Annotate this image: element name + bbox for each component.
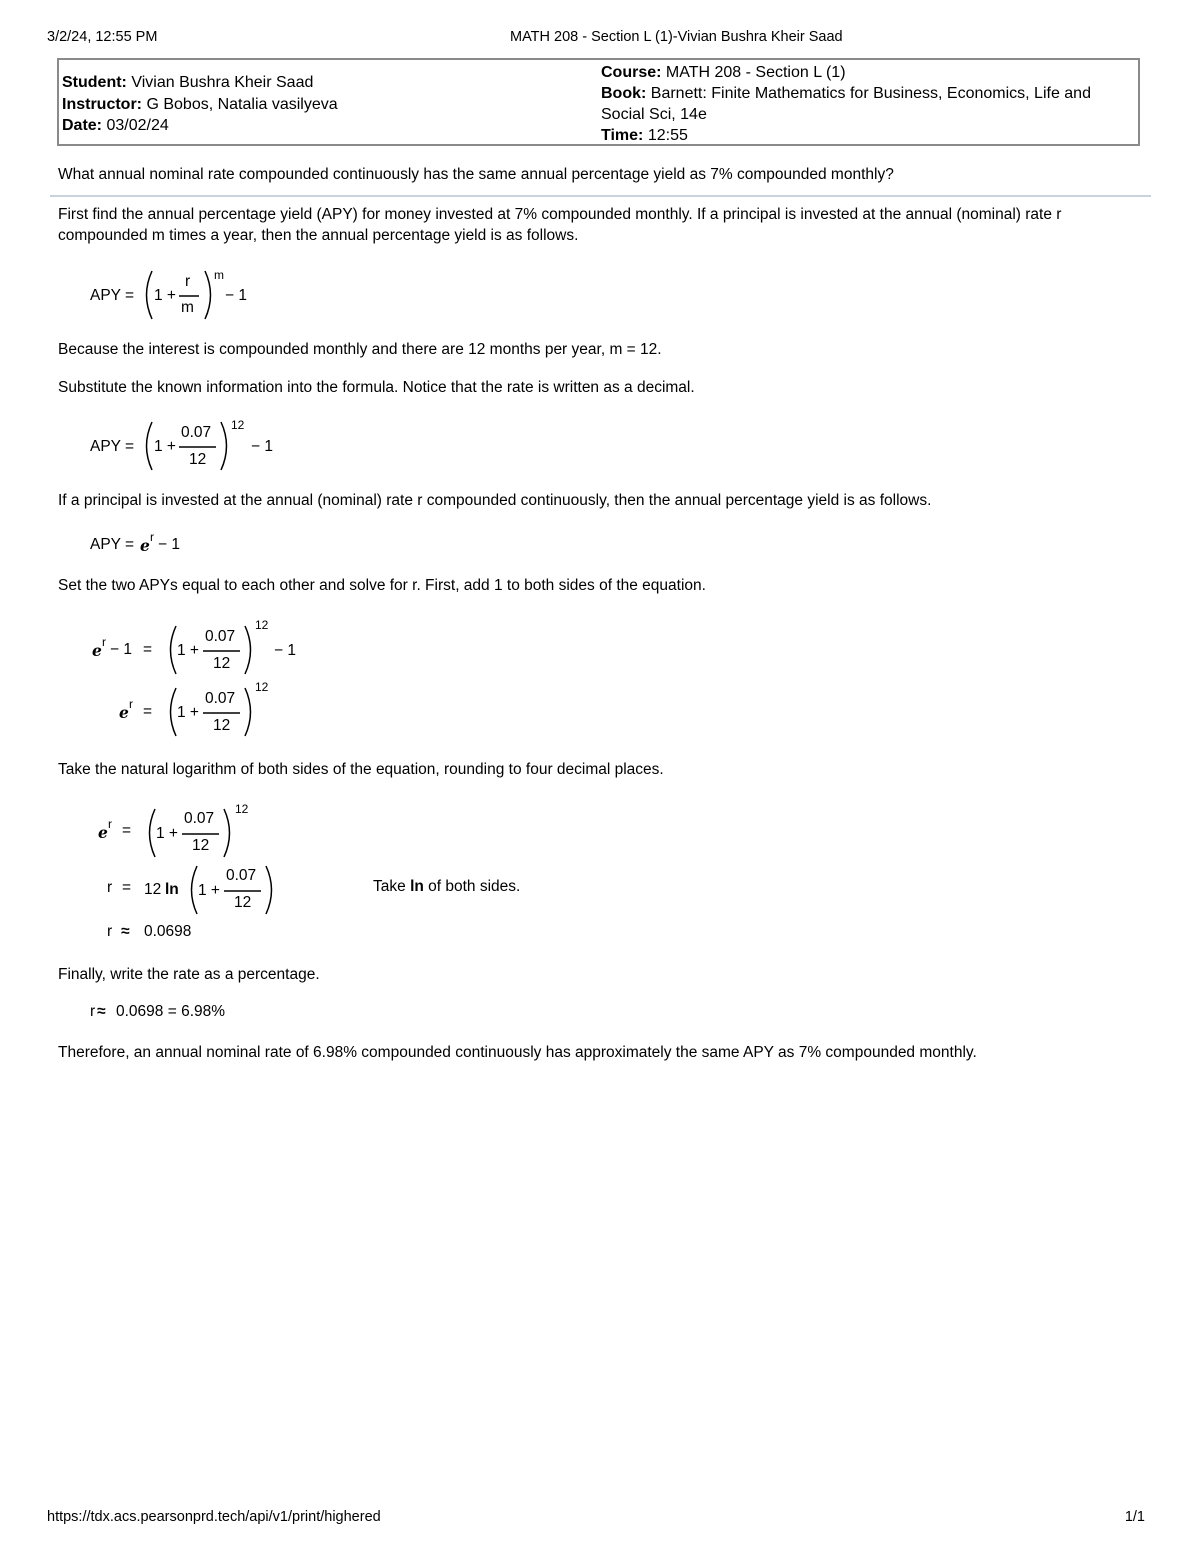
print-url: https://tdx.acs.pearsonprd.tech/api/v1/print/highered <box>47 1509 381 1525</box>
question-text: What annual nominal rate compounded continuously has the same annual percentage yield as 7% compounded monthly? <box>58 166 894 183</box>
fraction-denominator: 12 <box>234 894 252 911</box>
r-variable: r <box>107 923 113 940</box>
final-value: 0.0698 = 6.98% <box>116 1003 226 1020</box>
result-value: 0.0698 <box>144 923 192 940</box>
fraction-denominator: 12 <box>189 451 207 468</box>
solution-step-6: Take the natural logarithm of both sides of the equation, rounding to four decimal places. <box>58 761 664 778</box>
apy-label: APY = <box>90 438 135 455</box>
conclusion-text: Therefore, an annual nominal rate of 6.98% compounded continuously has approximately the same APY as 7% compounded monthly. <box>58 1044 977 1061</box>
solution-step-5: Set the two APYs equal to each other and solve for r. First, add 1 to both sides of the equation. <box>58 577 706 594</box>
solution-step-1: First find the annual percentage yield (APY) for money invested at 7% compounded monthly. If a principal is invested at the annual (nominal) rate r compounded m times a year, then the annual percentage yield is as follows. <box>58 206 1062 244</box>
r-variable: r <box>107 879 113 896</box>
exponent: r <box>129 697 133 711</box>
fraction-numerator: 0.07 <box>184 810 215 827</box>
approx-sign: ≈ <box>97 1003 106 1020</box>
fraction-numerator: 0.07 <box>205 690 236 707</box>
fraction-denominator: 12 <box>192 837 210 854</box>
e-symbol: e <box>92 641 102 660</box>
one-plus: 1 + <box>156 825 178 842</box>
minus-one: − 1 <box>251 438 273 455</box>
exponent: m <box>214 268 224 282</box>
exponent: 12 <box>231 418 245 432</box>
page-number: 1/1 <box>1124 1509 1145 1525</box>
one-plus: 1 + <box>154 287 176 304</box>
r-variable: r <box>90 1003 96 1020</box>
e-symbol: e <box>119 703 129 722</box>
solution-step-4: If a principal is invested at the annual (nominal) rate r compounded continuously, then the annual percentage yield is as follows. <box>58 492 932 509</box>
solution-step-3: Substitute the known information into the formula. Notice that the rate is written as a decimal. <box>58 379 695 396</box>
exponent: 12 <box>255 680 269 694</box>
minus-one: − 1 <box>110 641 132 658</box>
apy-substituted-formula <box>90 418 310 474</box>
exponent: 12 <box>235 802 249 816</box>
equals-sign: = <box>122 879 132 896</box>
one-plus: 1 + <box>198 882 220 899</box>
divider <box>50 195 1151 197</box>
ln-function: ln <box>165 881 179 898</box>
book-label: Book: <box>601 85 647 102</box>
continuous-apy-formula <box>90 530 210 560</box>
solution-step-2: Because the interest is compounded monthly and there are 12 months per year, m = 12. <box>58 341 662 358</box>
minus-one: − 1 <box>225 287 247 304</box>
print-title: MATH 208 - Section L (1)-Vivian Bushra Kheir Saad <box>510 29 843 45</box>
note-text: Take <box>373 878 406 895</box>
date-label: Date: <box>62 117 103 134</box>
time-label: Time: <box>601 127 644 144</box>
student-info <box>62 72 338 137</box>
final-rate-equation <box>90 1003 290 1027</box>
instructor-name: G Bobos, Natalia vasilyeva <box>146 95 338 113</box>
equation-set-ln <box>96 798 356 948</box>
assignment-info-box <box>57 58 1140 146</box>
equals-sign: = <box>122 822 132 839</box>
note-text-end: of both sides. <box>428 878 521 895</box>
course-label: Course: <box>601 64 662 81</box>
exponent: r <box>102 635 106 649</box>
course-name: MATH 208 - Section L (1) <box>665 64 846 81</box>
one-plus: 1 + <box>177 704 199 721</box>
student-label: Student: <box>62 74 127 91</box>
student-name: Vivian Bushra Kheir Saad <box>131 74 314 91</box>
step-note <box>373 878 520 896</box>
note-ln: ln <box>410 878 424 895</box>
minus-one: − 1 <box>274 642 296 659</box>
course-info <box>601 62 1136 146</box>
apy-label: APY = <box>90 287 135 304</box>
equation-set-equate <box>90 616 320 742</box>
one-plus: 1 + <box>154 438 176 455</box>
one-plus: 1 + <box>177 642 199 659</box>
coefficient: 12 <box>144 881 162 898</box>
instructor-label: Instructor: <box>62 95 142 113</box>
exponent: 12 <box>255 618 269 632</box>
fraction-numerator: r <box>185 273 191 290</box>
apy-label: APY = <box>90 536 135 553</box>
e-symbol: e <box>98 823 108 842</box>
book-title: Barnett: Finite Mathematics for Business, Economics, Life and Social Sci, 14e <box>601 85 1091 123</box>
e-symbol: e <box>140 536 150 555</box>
print-datetime: 3/2/24, 12:55 PM <box>47 29 158 45</box>
apy-formula <box>90 268 290 324</box>
date-value: 03/02/24 <box>106 117 169 134</box>
minus-one: − 1 <box>158 536 180 553</box>
fraction-numerator: 0.07 <box>205 628 236 645</box>
fraction-numerator: 0.07 <box>226 867 257 884</box>
equals-sign: = <box>143 641 153 658</box>
exponent: r <box>150 530 154 544</box>
exponent: r <box>108 817 112 831</box>
fraction-denominator: 12 <box>213 717 231 734</box>
equals-sign: = <box>143 703 153 720</box>
fraction-denominator: m <box>181 299 194 316</box>
approx-sign: ≈ <box>121 923 130 940</box>
time-value: 12:55 <box>647 127 688 144</box>
solution-step-7: Finally, write the rate as a percentage. <box>58 966 320 983</box>
fraction-denominator: 12 <box>213 655 231 672</box>
fraction-numerator: 0.07 <box>181 424 212 441</box>
